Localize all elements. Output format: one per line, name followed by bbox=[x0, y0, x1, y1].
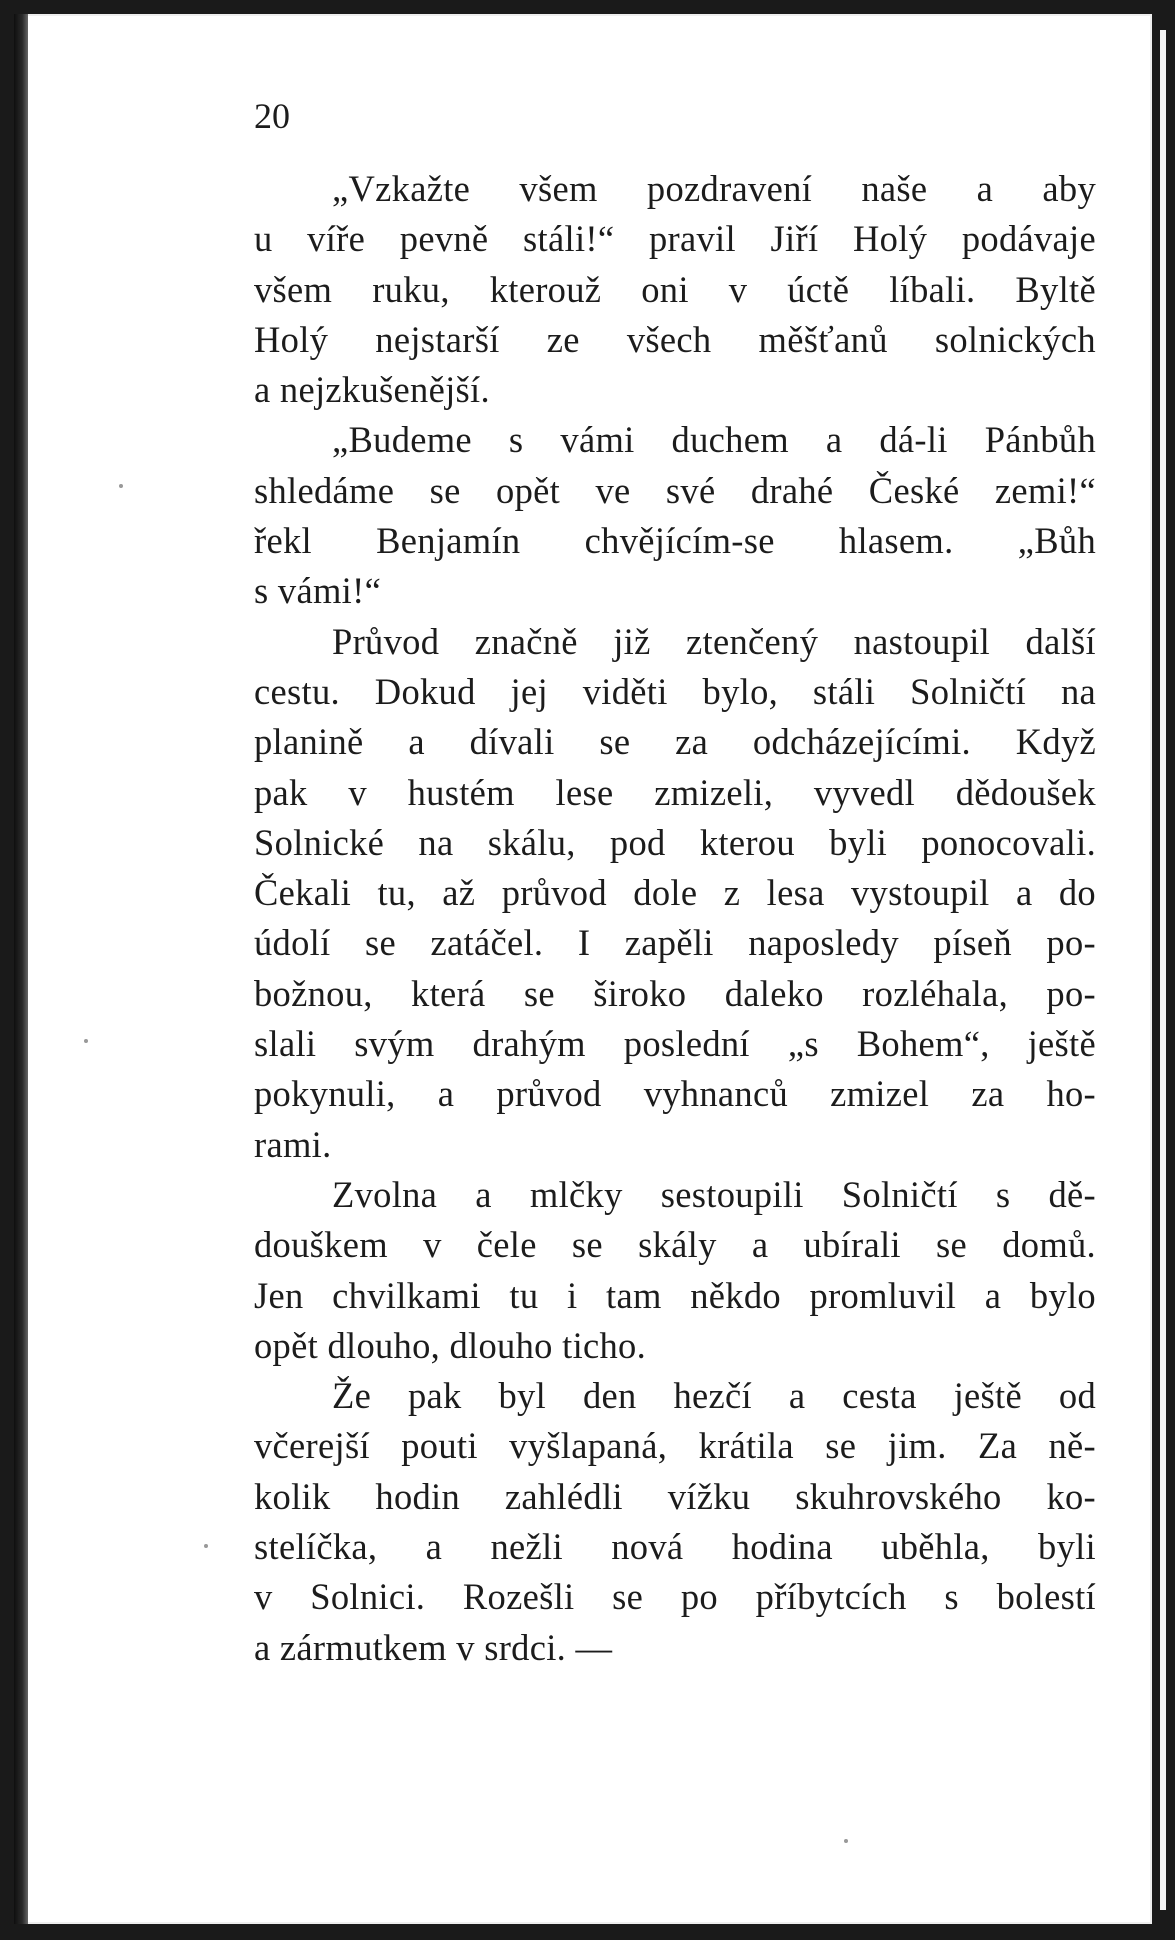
text-line: s vámi!“ bbox=[254, 570, 382, 612]
print-speck bbox=[844, 1839, 848, 1843]
text-line: douškem v čele se skály a ubírali se domů. bbox=[254, 1224, 1096, 1266]
text-line: Jen chvilkami tu i tam někdo promluvil a bylo bbox=[254, 1274, 1096, 1316]
page-edge-sliver bbox=[1160, 30, 1166, 1910]
text-line: včerejší pouti vyšlapaná, krátila se jim. Za ně- bbox=[254, 1425, 1096, 1467]
print-speck bbox=[84, 1039, 88, 1043]
text-line: „Budeme s vámi duchem a dá-li Pánbůh bbox=[332, 419, 1096, 461]
page-binding-edge bbox=[14, 14, 28, 1924]
right-page-edge bbox=[1152, 0, 1175, 1940]
text-line: a zármutkem v srdci. — bbox=[254, 1626, 613, 1668]
text-line: rami. bbox=[254, 1123, 332, 1165]
text-line: „Vzkažte všem pozdravení naše a aby bbox=[332, 168, 1096, 209]
text-line: Průvod značně již ztenčený nastoupil další bbox=[332, 620, 1096, 662]
text-line: Solnické na skálu, pod kterou byli ponocovali. bbox=[254, 821, 1096, 863]
print-speck bbox=[204, 1544, 208, 1548]
text-line: Že pak byl den hezčí a cesta ještě od bbox=[332, 1375, 1096, 1417]
text-line: Čekali tu, až průvod dole z lesa vystoupil a do bbox=[254, 872, 1096, 914]
text-line: Holý nejstarší ze všech měšťanů solnických bbox=[254, 318, 1096, 360]
text-line: a nejzkušenější. bbox=[254, 369, 490, 411]
book-page bbox=[14, 14, 1152, 1924]
text-line: cestu. Dokud jej viděti bylo, stáli Solničtí na bbox=[254, 670, 1096, 712]
page-number: 20 bbox=[254, 96, 290, 136]
body-text bbox=[254, 164, 1096, 1673]
text-line: u víře pevně stáli!“ pravil Jiří Holý podávaje bbox=[254, 218, 1096, 260]
text-line: slali svým drahým poslední „s Bohem“, ještě bbox=[254, 1023, 1096, 1065]
text-line: opět dlouho, dlouho ticho. bbox=[254, 1324, 647, 1366]
text-line: planině a dívali se za odcházejícími. Když bbox=[254, 721, 1096, 763]
text-line: pak v hustém lese zmizeli, vyvedl dědoušek bbox=[254, 771, 1096, 813]
print-speck bbox=[119, 484, 123, 488]
text-line: shledáme se opět ve své drahé České zemi!“ bbox=[254, 469, 1096, 511]
text-line: všem ruku, kterouž oni v úctě líbali. Byltě bbox=[254, 268, 1096, 310]
text-line: údolí se zatáčel. I zapěli naposledy píseň po- bbox=[254, 922, 1096, 964]
text-line: Zvolna a mlčky sestoupili Solničtí s dě- bbox=[332, 1173, 1096, 1215]
text-line: v Solnici. Rozešli se po příbytcích s bolestí bbox=[254, 1576, 1096, 1618]
text-line: božnou, která se široko daleko rozléhala, po- bbox=[254, 972, 1096, 1014]
text-line: stelíčka, a nežli nová hodina uběhla, byli bbox=[254, 1526, 1096, 1568]
text-line: kolik hodin zahlédli vížku skuhrovského ko- bbox=[254, 1475, 1096, 1517]
text-line: řekl Benjamín chvějícím-se hlasem. „Bůh bbox=[254, 520, 1096, 562]
text-line: pokynuli, a průvod vyhnanců zmizel za ho- bbox=[254, 1073, 1096, 1115]
